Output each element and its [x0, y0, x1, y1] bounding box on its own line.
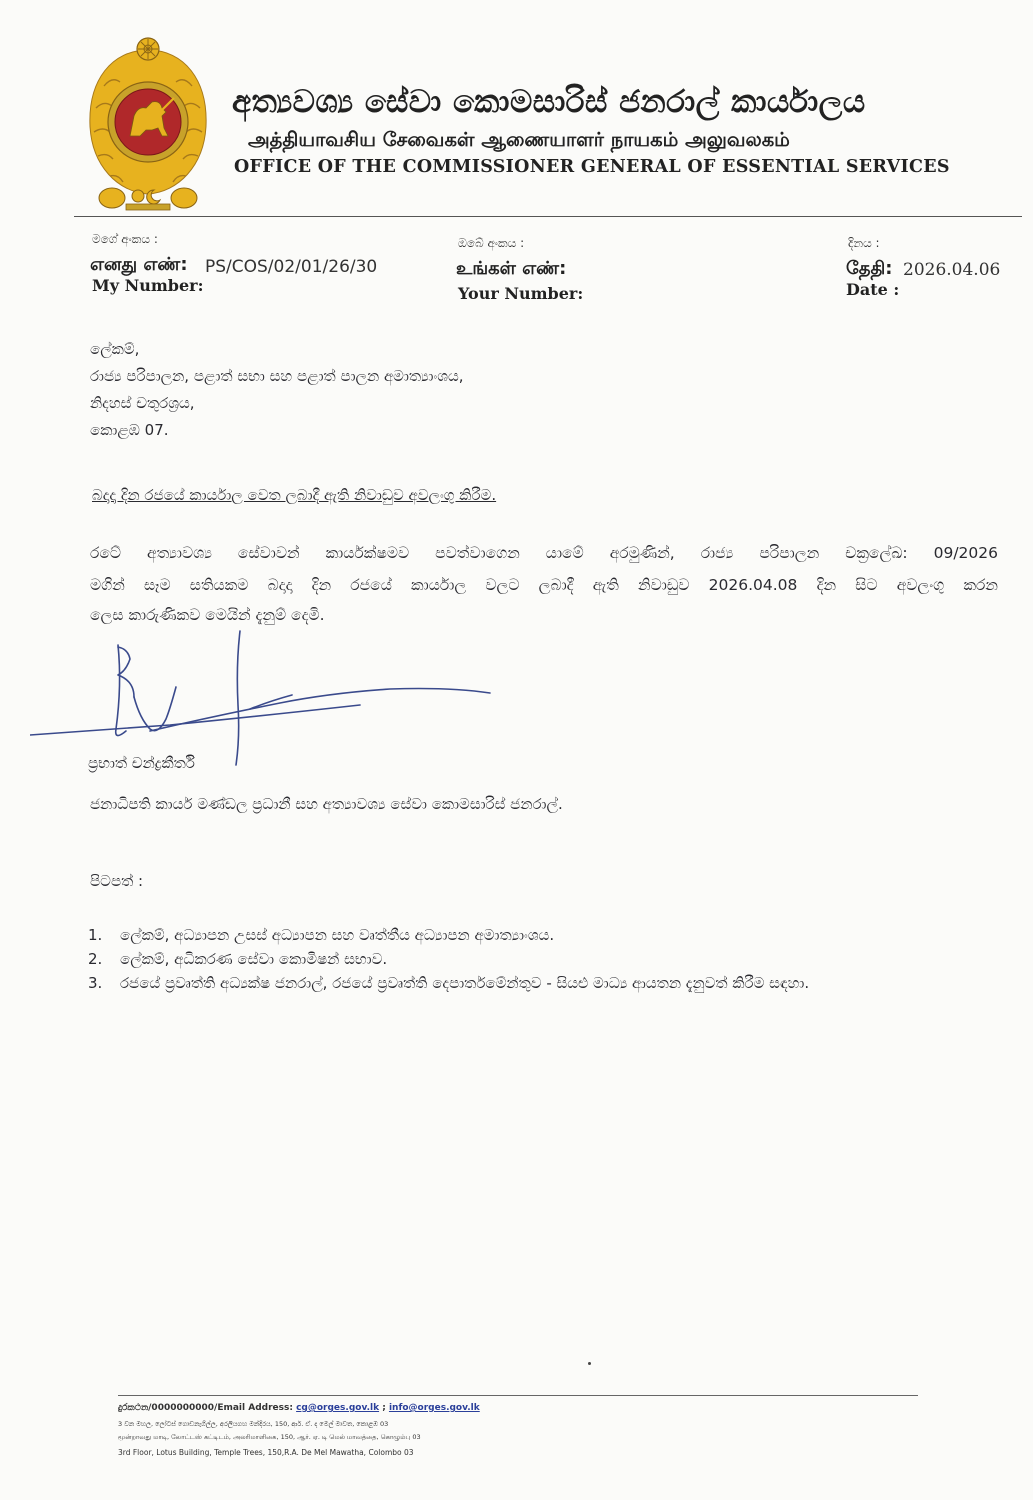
date-label-si: දිනය : — [848, 236, 880, 250]
copy-item-number: 1. — [88, 926, 103, 944]
copies-label: පිටපත් : — [90, 872, 144, 890]
addressee-line: කොළඹ 07. — [90, 421, 169, 439]
footer-divider — [118, 1395, 918, 1396]
signatory-title: ජනාධිපති කාර්ය මණ්ඩල ප්‍රධානී සහ අත්‍යාවශ්‍ය සේවා කොමසාරිස් ජනරාල්. — [90, 795, 563, 813]
footer-email-link[interactable]: info@orges.gov.lk — [388, 1403, 480, 1413]
footer-contact-prefix: දුරකථන/0000000000/Email Address: — [118, 1403, 293, 1413]
my-number-label-si: මගේ අංකය : — [92, 232, 158, 246]
office-name-sinhala: අත්‍යවශ්‍ය සේවා කොමසාරිස් ජනරාල් කාර්යාලය — [232, 84, 866, 120]
office-name-tamil: அத்தியாவசிய சேவைகள் ஆணையாளர் நாயகம் அலுவலகம் — [248, 128, 790, 151]
footer-contact — [118, 1403, 480, 1413]
body-line: මගින් සෑම සතියකම බදාදා දින රජයේ කාර්යාල වලට ලබාදී ඇති නිවාඩුව 2026.04.08 දින සිට අවලංගු කරන — [90, 576, 998, 594]
footer-address-sinhala: 3 වන මහල, ලෝටස් ගොඩනැගිල්ල, අරලියගහ මන්දිරය, 150, ආර්. ඒ. ද මෙල් මාවත, කොළඹ 03 — [118, 1420, 389, 1428]
copy-item-text: රජයේ ප්‍රවෘත්ති අධ්‍යක්ෂ ජනරාල්, රජයේ ප්‍රවෘත්ති දෙපාර්තමේන්තුව - සියළු මාධ්‍ය ආයතන දැනුවත් කිරීම සඳහා. — [120, 974, 810, 992]
footer-address-english: 3rd Floor, Lotus Building, Temple Trees, 150,R.A. De Mel Mawatha, Colombo 03 — [118, 1448, 414, 1457]
footer-address-tamil: மூன்றாவது மாடி, லோட்டஸ் கட்டிடம், அலரிமாளிகை, 150, ஆர். ஏ. டி மெல் மாவத்தை, கொழும்பு 03 — [118, 1433, 421, 1441]
my-number-label-en: My Number: — [92, 276, 204, 295]
footer-separator: ; — [382, 1403, 386, 1413]
handwritten-signature-icon — [30, 625, 510, 775]
your-number-label-ta: உங்கள் எண்: — [456, 258, 567, 279]
addressee-line: රාජ්‍ය පරිපාලන, පළාත් සභා සහ පළාත් පාලන අමාත්‍යාංශය, — [90, 367, 464, 385]
date-label-ta: தேதி: — [846, 258, 893, 279]
your-number-label-si: ඔබේ අංකය : — [458, 236, 525, 250]
copy-list-item — [88, 950, 387, 968]
copy-item-number: 2. — [88, 950, 103, 968]
date-label-en: Date : — [846, 280, 900, 299]
body-line: ලෙස කාරුණිකව මෙයින් දැනුම් දෙමි. — [90, 606, 325, 624]
office-name-english: OFFICE OF THE COMMISSIONER GENERAL OF ESSENTIAL SERVICES — [234, 157, 950, 177]
signatory-name: ප්‍රභාත් චන්ද්‍රකීර්ති — [88, 754, 195, 772]
copy-item-text: ලේකම්, අධිකරණ සේවා කොමිෂන් සභාව. — [120, 950, 388, 968]
my-number-value: PS/COS/02/01/26/30 — [205, 257, 378, 277]
body-line: රටේ අත්‍යාවශ්‍ය සේවාවන් කාර්යක්ෂමව පවත්වාගෙන යාමේ අරමුණින්, රාජ්‍ය පරිපාලන චක්‍රලේඛ: 09/2026 — [90, 544, 998, 562]
addressee-line: නිදහස් චතුරශ්‍රය, — [90, 394, 195, 412]
sri-lanka-emblem-icon — [82, 36, 214, 214]
date-value: 2026.04.06 — [903, 260, 1001, 280]
copy-item-number: 3. — [88, 974, 103, 992]
your-number-label-en: Your Number: — [458, 284, 584, 303]
copy-list-item — [88, 974, 809, 992]
footer-email-link[interactable]: cg@orges.gov.lk — [296, 1403, 380, 1413]
letterhead-divider — [74, 216, 1022, 217]
copy-list-item — [88, 926, 554, 944]
my-number-label-ta: எனது எண்: — [90, 254, 188, 275]
addressee-line: ලේකම්, — [90, 340, 140, 358]
stray-mark — [588, 1362, 591, 1365]
letter-subject: බදාදා දින රජයේ කාර්යාල වෙත ලබාදී ඇති නිවාඩුව අවලංගු කිරීම. — [92, 486, 497, 504]
copy-item-text: ලේකම්, අධ්‍යාපන උසස් අධ්‍යාපන සහ වෘත්තීය අධ්‍යාපන අමාත්‍යාංශය. — [120, 926, 555, 944]
